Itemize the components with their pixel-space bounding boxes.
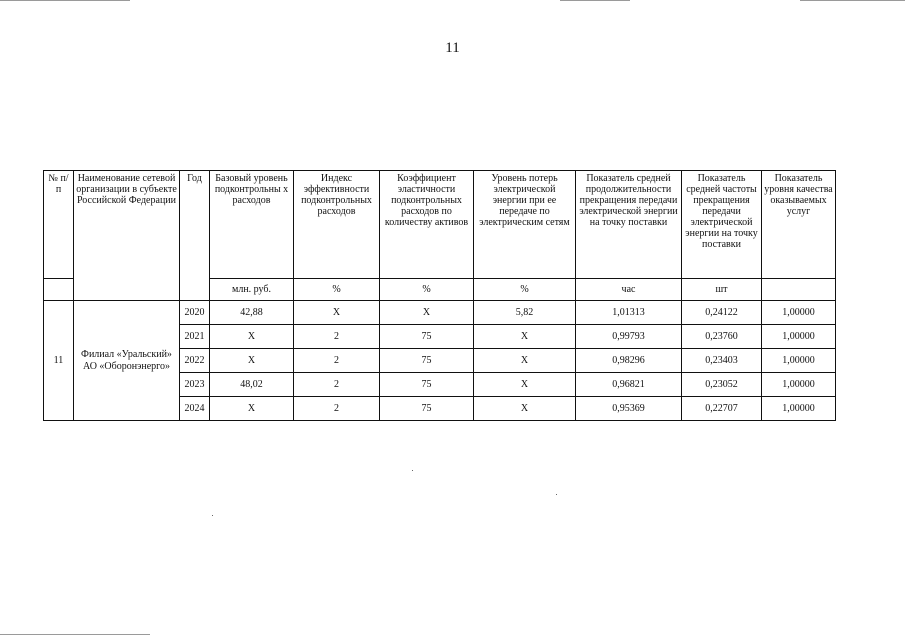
avg-frequency-cell: 0,23760 bbox=[682, 325, 762, 349]
header-efficiency-index: Индекс эффективности подконтрольных расходов bbox=[294, 171, 380, 279]
units-row-number bbox=[44, 279, 74, 301]
elasticity-coefficient-cell: X bbox=[380, 301, 474, 325]
year-cell: 2024 bbox=[180, 397, 210, 421]
scan-artifact-top-right bbox=[800, 0, 905, 1]
unit-quality bbox=[762, 279, 836, 301]
year-cell: 2022 bbox=[180, 349, 210, 373]
elasticity-coefficient-cell: 75 bbox=[380, 373, 474, 397]
year-cell: 2021 bbox=[180, 325, 210, 349]
avg-duration-cell: 0,95369 bbox=[576, 397, 682, 421]
table-header-row bbox=[44, 171, 836, 279]
efficiency-index-cell: 2 bbox=[294, 397, 380, 421]
unit-losses-level: % bbox=[474, 279, 576, 301]
base-level-cell: 42,88 bbox=[210, 301, 294, 325]
efficiency-index-cell: 2 bbox=[294, 325, 380, 349]
header-elasticity-coefficient: Коэффициент эластичности подконтрольных расходов по количеству активов bbox=[380, 171, 474, 279]
quality-cell: 1,00000 bbox=[762, 325, 836, 349]
header-row-number: № п/п bbox=[44, 171, 74, 279]
elasticity-coefficient-cell: 75 bbox=[380, 397, 474, 421]
unit-base-level: млн. руб. bbox=[210, 279, 294, 301]
base-level-cell: X bbox=[210, 349, 294, 373]
scan-artifact-dot bbox=[556, 494, 557, 495]
scan-artifact-bottom-left bbox=[0, 634, 150, 635]
unit-avg-duration: час bbox=[576, 279, 682, 301]
quality-cell: 1,00000 bbox=[762, 301, 836, 325]
base-level-cell: 48,02 bbox=[210, 373, 294, 397]
unit-avg-frequency: шт bbox=[682, 279, 762, 301]
losses-level-cell: X bbox=[474, 373, 576, 397]
table-row bbox=[44, 301, 836, 325]
header-organization: Наименование сетевой организации в субъекте Российской Федерации bbox=[74, 171, 180, 301]
header-quality: Показатель уровня качества оказываемых услуг bbox=[762, 171, 836, 279]
avg-frequency-cell: 0,23052 bbox=[682, 373, 762, 397]
page-number: 11 bbox=[445, 40, 460, 56]
year-cell: 2023 bbox=[180, 373, 210, 397]
quality-cell: 1,00000 bbox=[762, 397, 836, 421]
avg-duration-cell: 1,01313 bbox=[576, 301, 682, 325]
scan-artifact-dot bbox=[412, 470, 413, 471]
elasticity-coefficient-cell: 75 bbox=[380, 325, 474, 349]
efficiency-index-cell: 2 bbox=[294, 349, 380, 373]
elasticity-coefficient-cell: 75 bbox=[380, 349, 474, 373]
header-base-level: Базовый уровень подконтрольны х расходов bbox=[210, 171, 294, 279]
unit-elasticity-coefficient: % bbox=[380, 279, 474, 301]
losses-level-cell: X bbox=[474, 325, 576, 349]
year-cell: 2020 bbox=[180, 301, 210, 325]
losses-level-cell: 5,82 bbox=[474, 301, 576, 325]
base-level-cell: X bbox=[210, 397, 294, 421]
row-number-cell: 11 bbox=[44, 301, 74, 421]
efficiency-index-cell: 2 bbox=[294, 373, 380, 397]
losses-level-cell: X bbox=[474, 397, 576, 421]
header-losses-level: Уровень потерь электрической энергии при ее передаче по электрическим сетям bbox=[474, 171, 576, 279]
header-avg-duration: Показатель средней продолжительности прекращения передачи электрической энергии на точку поставки bbox=[576, 171, 682, 279]
quality-cell: 1,00000 bbox=[762, 373, 836, 397]
scan-artifact-dot bbox=[212, 515, 213, 516]
tariff-table bbox=[43, 170, 836, 421]
avg-frequency-cell: 0,23403 bbox=[682, 349, 762, 373]
losses-level-cell: X bbox=[474, 349, 576, 373]
avg-duration-cell: 0,98296 bbox=[576, 349, 682, 373]
avg-frequency-cell: 0,24122 bbox=[682, 301, 762, 325]
quality-cell: 1,00000 bbox=[762, 349, 836, 373]
efficiency-index-cell: X bbox=[294, 301, 380, 325]
scan-artifact-top-left bbox=[0, 0, 130, 1]
base-level-cell: X bbox=[210, 325, 294, 349]
scan-artifact-top-mid bbox=[560, 0, 630, 1]
avg-duration-cell: 0,99793 bbox=[576, 325, 682, 349]
avg-duration-cell: 0,96821 bbox=[576, 373, 682, 397]
avg-frequency-cell: 0,22707 bbox=[682, 397, 762, 421]
header-avg-frequency: Показатель средней частоты прекращения передачи электрической энергии на точку поставки bbox=[682, 171, 762, 279]
unit-efficiency-index: % bbox=[294, 279, 380, 301]
organization-cell: Филиал «Уральский» АО «Оборонэнерго» bbox=[74, 301, 180, 421]
header-year: Год bbox=[180, 171, 210, 301]
